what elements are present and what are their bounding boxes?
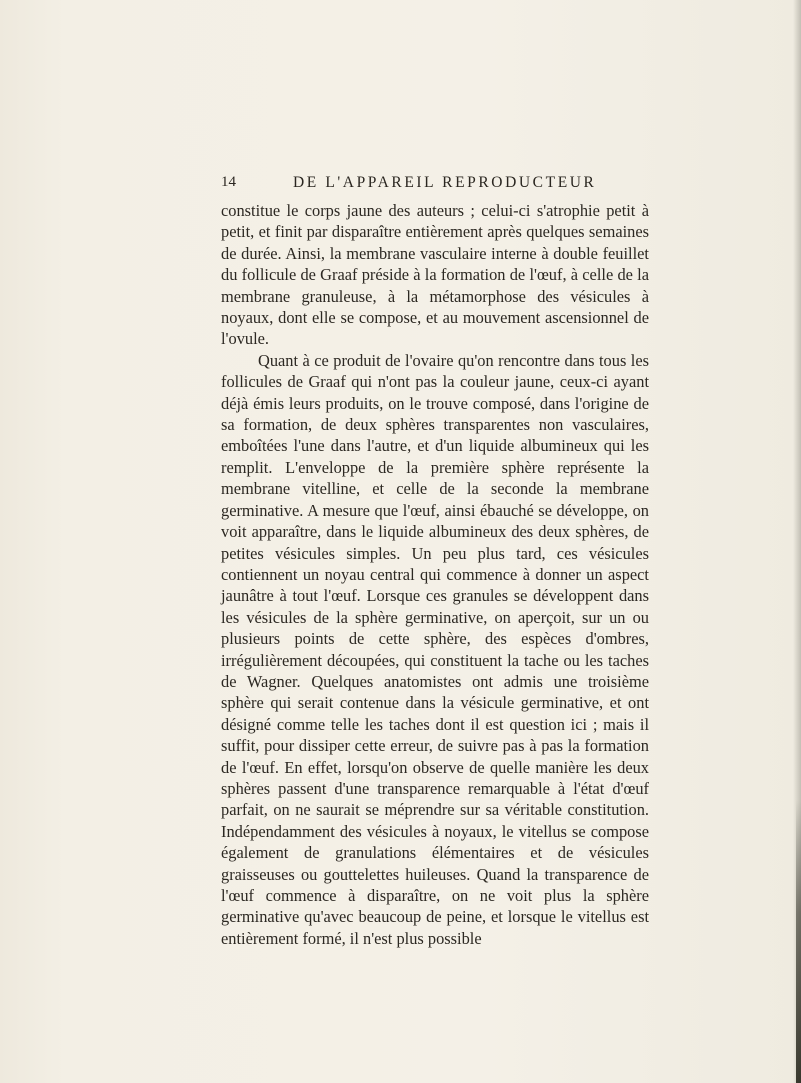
page-number: 14 (221, 174, 236, 190)
body-text (221, 200, 649, 949)
running-head-title: DE L'APPAREIL REPRODUCTEUR (293, 174, 597, 191)
paragraph-continued: constitue le corps jaune des auteurs ; celui-ci s'atrophie petit à petit, et finit par disparaître entièrement après quelques semaines de durée. Ainsi, la membrane vasculaire interne à double feuillet du follicule de Graaf préside à la formation de l'œuf, à celle de la membrane granuleuse, à la métamorphose des vésicules à noyaux, dont elle se compose, et au mouvement ascensionnel de l'ovule. (221, 201, 649, 349)
paragraph: Quant à ce produit de l'ovaire qu'on rencontre dans tous les follicules de Graaf qui n'ont pas la couleur jaune, ceux-ci ayant déjà émis leurs produits, on le trouve composé, dans l'origine de sa formation, de deux sphères transparentes non vasculaires, emboîtées l'une dans l'autre, et d'un liquide albumineux qui les remplit. L'enveloppe de la première sphère représente la membrane vitelline, et celle de la seconde la membrane germinative. A mesure que l'œuf, ainsi ébauché se développe, on voit apparaître, dans le liquide albumineux des deux sphères, de petites vésicules simples. Un peu plus tard, ces vésicules contiennent un noyau central qui commence à donner un aspect jaunâtre à tout l'œuf. Lorsque ces granules se développent dans les vésicules de la sphère germinative, on aperçoit, sur un ou plusieurs points de cette sphère, des espèces d'ombres, irrégulièrement découpées, qui constituent la tache ou les taches de Wagner. Quelques anatomistes ont admis une troisième sphère qui serait contenue dans la vésicule germinative, et ont désigné comme telle les taches dont il est question ici ; mais il suffit, pour dissiper cette erreur, de suivre pas à pas la formation de l'œuf. En effet, lorsqu'on observe de quelle manière les deux sphères passent d'une transparence remarquable à l'état d'œuf parfait, on ne saurait se méprendre sur sa véritable constitution. Indépendamment des vésicules à noyaux, le vitellus se compose également de granulations élémentaires et de vésicules graisseuses ou gouttelettes huileuses. Quand la transparence de l'œuf commence à disparaître, on ne voit plus la sphère germinative qu'avec beaucoup de peine, et lorsque le vitellus est entièrement formé, il n'est plus possible (221, 350, 649, 948)
page-edge-dark (796, 800, 801, 1083)
